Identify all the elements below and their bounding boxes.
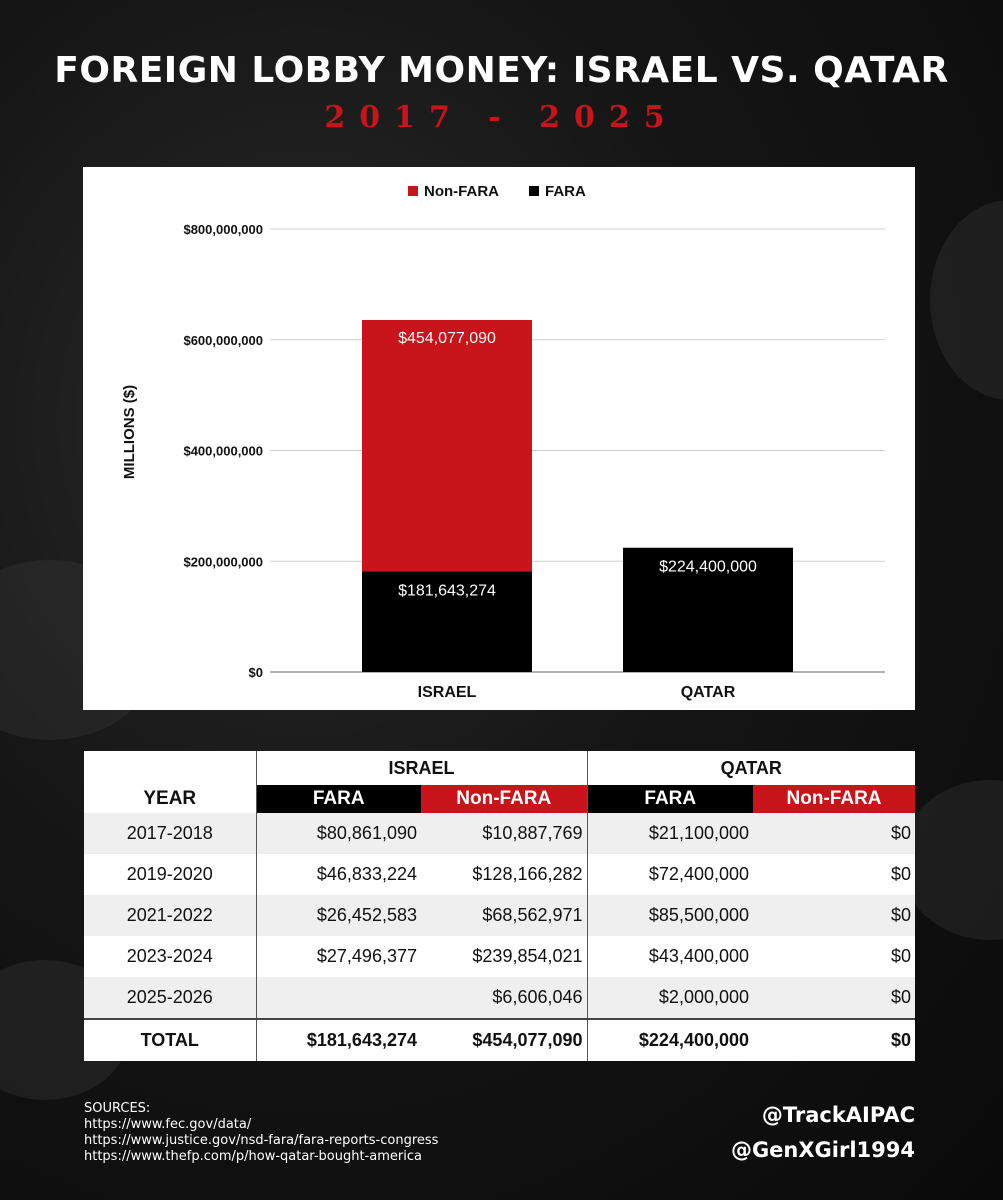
qatar-fara-cell: $2,000,000 bbox=[587, 977, 753, 1019]
qatar-fara-total: $224,400,000 bbox=[587, 1019, 753, 1061]
israel-fara-cell: $27,496,377 bbox=[256, 936, 421, 977]
qatar-fara-cell: $85,500,000 bbox=[587, 895, 753, 936]
y-tick-label: $800,000,000 bbox=[183, 222, 263, 237]
table-column-header-row bbox=[84, 785, 915, 813]
qatar-nonfara-cell: $0 bbox=[891, 946, 912, 966]
israel-fara-header: FARA bbox=[256, 785, 421, 813]
year-cell: 2023-2024 bbox=[126, 946, 213, 966]
table-group-header-row bbox=[84, 751, 915, 785]
israel-nonfara-total: $454,077,090 bbox=[421, 1019, 587, 1061]
y-tick-label: $0 bbox=[248, 665, 263, 680]
bar-non-fara bbox=[362, 320, 532, 571]
qatar-group-header: QATAR bbox=[587, 751, 915, 785]
year-header: YEAR bbox=[143, 788, 197, 809]
sources-heading: SOURCES: bbox=[84, 1101, 151, 1116]
total-label: TOTAL bbox=[84, 1019, 256, 1061]
qatar-fara-cell: $21,100,000 bbox=[587, 813, 753, 854]
israel-nonfara-cell: $128,166,282 bbox=[472, 864, 583, 884]
legend-swatch bbox=[529, 186, 539, 196]
year-cell: 2025-2026 bbox=[84, 977, 256, 1019]
qatar-nonfara-cell: $0 bbox=[753, 813, 915, 854]
table-total-row bbox=[84, 1019, 915, 1061]
page-title: FOREIGN LOBBY MONEY: ISRAEL VS. QATAR bbox=[54, 50, 949, 91]
social-handles bbox=[731, 1098, 915, 1168]
source-link[interactable]: https://www.fec.gov/data/ bbox=[84, 1117, 252, 1132]
source-link[interactable]: https://www.justice.gov/nsd-fara/fara-reports-congress bbox=[84, 1133, 439, 1148]
stacked-bar-chart bbox=[83, 167, 915, 710]
israel-nonfara-cell: $6,606,046 bbox=[421, 977, 587, 1019]
qatar-fara-header: FARA bbox=[587, 785, 753, 813]
data-label: $224,400,000 bbox=[659, 558, 757, 576]
table-row bbox=[84, 936, 915, 977]
year-cell: 2019-2020 bbox=[126, 864, 213, 884]
year-cell: 2021-2022 bbox=[84, 895, 256, 936]
legend-swatch bbox=[408, 186, 418, 196]
background-texture bbox=[900, 780, 1003, 940]
lobby-money-table bbox=[84, 751, 915, 1061]
israel-fara-total: $181,643,274 bbox=[256, 1019, 421, 1061]
legend-label: FARA bbox=[545, 183, 586, 200]
israel-fara-cell: $80,861,090 bbox=[256, 813, 421, 854]
legend-label: Non-FARA bbox=[424, 183, 499, 200]
source-link[interactable]: https://www.thefp.com/p/how-qatar-bought-america bbox=[84, 1149, 422, 1164]
background-texture bbox=[930, 200, 1003, 400]
handle-genxgirl[interactable]: @GenXGirl1994 bbox=[730, 1138, 915, 1162]
chart-panel bbox=[83, 167, 915, 710]
table-row bbox=[84, 813, 915, 854]
handle-trackaipac[interactable]: @TrackAIPAC bbox=[761, 1103, 915, 1127]
y-tick-label: $400,000,000 bbox=[183, 443, 263, 459]
table-corner bbox=[84, 751, 256, 785]
qatar-nonfara-header: Non-FARA bbox=[753, 785, 915, 813]
table-row bbox=[84, 977, 915, 1019]
year-cell: 2017-2018 bbox=[84, 813, 256, 854]
data-label: $181,643,274 bbox=[398, 582, 496, 600]
qatar-nonfara-cell: $0 bbox=[753, 977, 915, 1019]
y-tick-label: $200,000,000 bbox=[183, 554, 263, 570]
israel-nonfara-cell: $10,887,769 bbox=[421, 813, 587, 854]
table-row bbox=[84, 895, 915, 936]
israel-nonfara-cell: $68,562,971 bbox=[421, 895, 587, 936]
qatar-nonfara-cell: $0 bbox=[891, 864, 912, 884]
israel-fara-cell bbox=[256, 977, 421, 1019]
data-label: $454,077,090 bbox=[398, 329, 496, 347]
table-row bbox=[84, 854, 915, 895]
page-subtitle: 2017 - 2025 bbox=[324, 100, 679, 135]
israel-nonfara-cell: $239,854,021 bbox=[472, 946, 583, 966]
israel-group-header: ISRAEL bbox=[256, 751, 587, 785]
qatar-fara-cell: $43,400,000 bbox=[587, 936, 753, 977]
qatar-nonfara-cell: $0 bbox=[753, 895, 915, 936]
y-tick-label: $600,000,000 bbox=[183, 332, 263, 348]
y-axis-title: MILLIONS ($) bbox=[121, 384, 138, 480]
x-category-label: ISRAEL bbox=[417, 684, 477, 701]
israel-fara-cell: $46,833,224 bbox=[256, 854, 421, 895]
israel-nonfara-header: Non-FARA bbox=[421, 785, 587, 813]
sources-block bbox=[84, 1101, 438, 1165]
qatar-nonfara-total: $0 bbox=[753, 1019, 915, 1061]
x-category-label: QATAR bbox=[680, 684, 736, 701]
israel-fara-cell: $26,452,583 bbox=[256, 895, 421, 936]
qatar-fara-cell: $72,400,000 bbox=[587, 854, 753, 895]
